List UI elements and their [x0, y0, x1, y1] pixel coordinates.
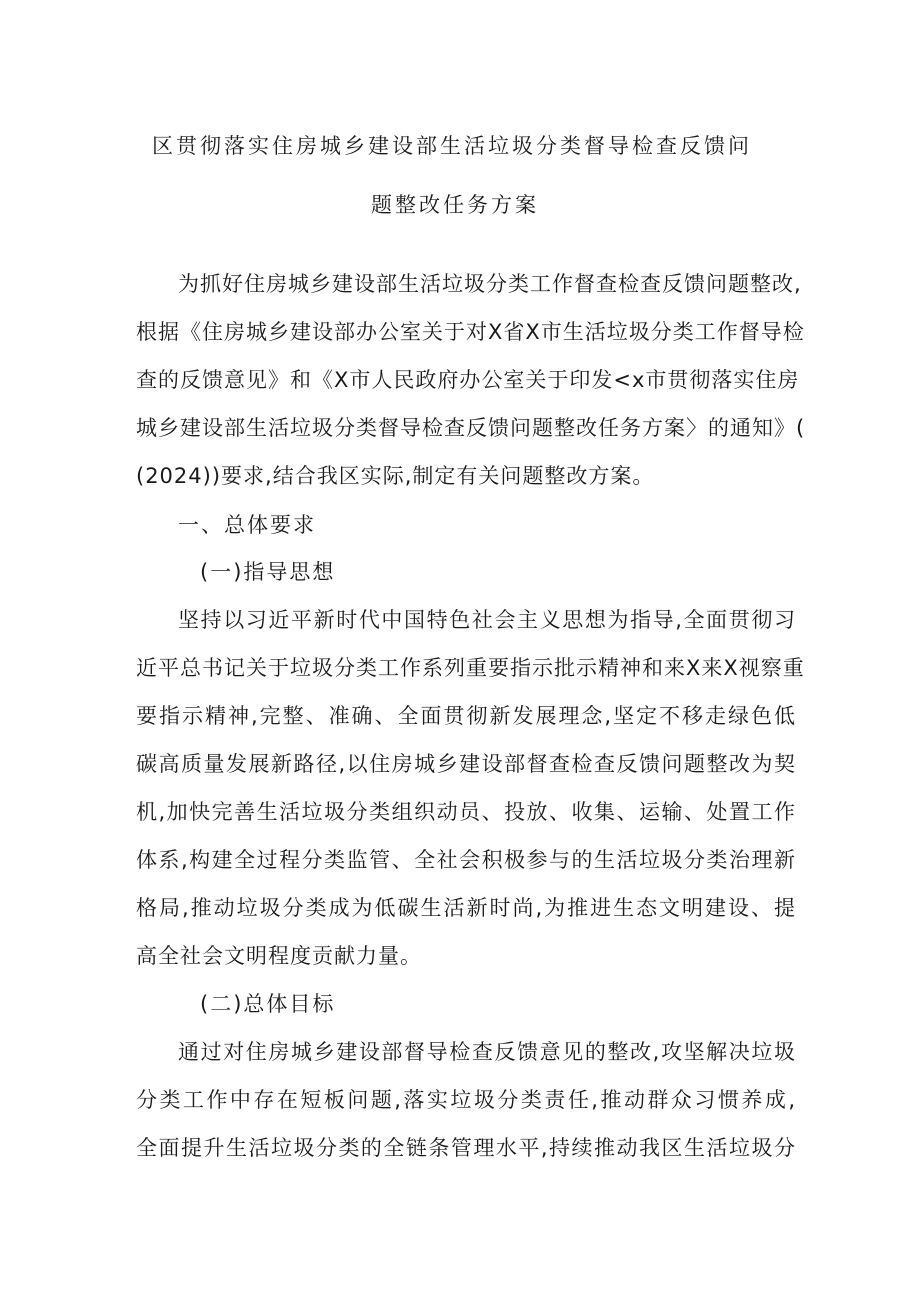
section-1-heading: 一、总体要求 [178, 513, 316, 537]
intro-line-3: 查的反馈意见》和《X市人民政府办公室关于印发<x市贯彻落实住房 [136, 368, 800, 392]
guiding-line-6: 体系,构建全过程分类监管、全社会积极参与的生活垃圾分类治理新 [136, 848, 796, 872]
intro-line-4: 城乡建设部生活垃圾分类督导检查反馈问题整改任务方案〉的通知》( [136, 416, 806, 440]
goal-line-2: 分类工作中存在短板问题,落实垃圾分类责任,推动群众习惯养成, [136, 1088, 796, 1112]
goal-line-1: 通过对住房城乡建设部督导检查反馈意见的整改,攻坚解决垃圾 [178, 1040, 796, 1064]
guiding-line-7: 格局,推动垃圾分类成为低碳生活新时尚,为推进生态文明建设、提 [136, 896, 796, 920]
document-title-line-2: 题整改任务方案 [371, 193, 539, 217]
subsection-1-heading: (一)指导思想 [200, 560, 336, 584]
guiding-line-1: 坚持以习近平新时代中国特色社会主义思想为指导,全面贯彻习 [178, 608, 796, 632]
guiding-line-3: 要指示精神,完整、准确、全面贯彻新发展理念,坚定不移走绿色低 [136, 704, 796, 728]
goal-line-3: 全面提升生活垃圾分类的全链条管理水平,持续推动我区生活垃圾分 [136, 1136, 796, 1160]
intro-line-2: 根据《住房城乡建设部办公室关于对X省X市生活垃圾分类工作督导检 [136, 320, 805, 344]
intro-line-1: 为抓好住房城乡建设部生活垃圾分类工作督查检查反馈问题整改, [178, 272, 802, 296]
guiding-line-8: 高全社会文明程度贡献力量。 [136, 944, 422, 968]
guiding-line-5: 机,加快完善生活垃圾分类组织动员、投放、收集、运输、处置工作 [136, 800, 796, 824]
guiding-line-2: 近平总书记关于垃圾分类工作系列重要指示批示精神和来X来X视察重 [136, 656, 805, 680]
document-title-line-1: 区贯彻落实住房城乡建设部生活垃圾分类督导检查反馈问 [152, 134, 752, 158]
intro-line-5: (2024))要求,结合我区实际,制定有关问题整改方案。 [136, 464, 655, 488]
guiding-line-4: 碳高质量发展新路径,以住房城乡建设部督查检查反馈问题整改为契 [136, 752, 796, 776]
subsection-2-heading: (二)总体目标 [200, 992, 336, 1016]
